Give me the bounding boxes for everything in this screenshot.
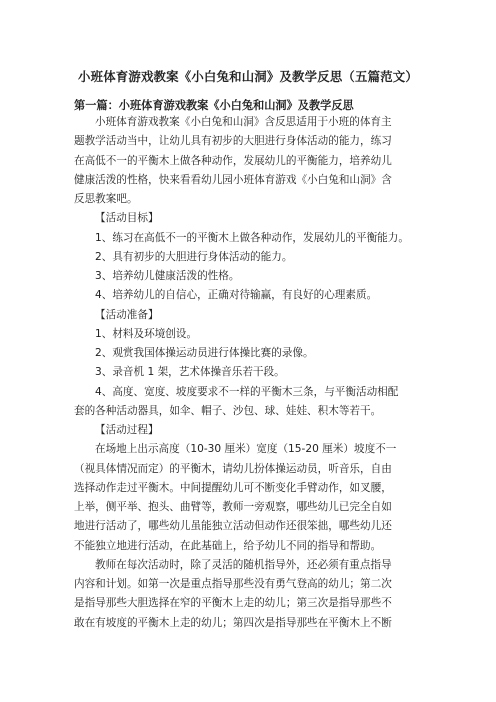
text-line: 在场地上出示高度（10-30 厘米）宽度（15-20 厘米）坡度不一 xyxy=(95,443,397,456)
text-line: 套的各种活动器具，如伞、帽子、沙包、球、娃娃、积木等若干。 xyxy=(74,404,382,417)
text-line: 4、培养幼儿的自信心，正确对待输赢，有良好的心理素质。 xyxy=(95,289,378,302)
text-line: 3、培养幼儿健康活泼的性格。 xyxy=(95,270,240,282)
text-line: 健康活泼的性格，快来看看幼儿园小班体育游戏《小白兔和山洞》含 xyxy=(74,173,392,186)
document-body xyxy=(74,113,434,633)
text-line: 【活动过程】 xyxy=(95,424,159,436)
text-line: 上举，侧平举、抱头、曲臂等，教师一旁观察，哪些幼儿已完全自如 xyxy=(74,501,392,513)
text-line: 选择动作走过平衡木。中间提醒幼儿可不断变化手臂动作，如叉腰， xyxy=(74,481,392,494)
document-title: 小班体育游戏教案《小白兔和山洞》及教学反思（五篇范文） xyxy=(78,69,418,84)
text-line: 【活动准备】 xyxy=(95,308,159,321)
text-line: 3、录音机 1 架，艺术体操音乐若干段。 xyxy=(95,366,285,379)
text-line: （视具体情况而定）的平衡木，请幼儿扮体操运动员，听音乐，自由 xyxy=(74,462,392,475)
text-line: 【活动目标】 xyxy=(95,212,159,225)
text-line: 是指导那些大胆选择在窄的平衡木上走的幼儿；第三次是指导那些不 xyxy=(74,597,392,610)
section-heading: 第一篇：小班体育游戏教案《小白兔和山洞》及教学反思 xyxy=(74,99,354,112)
text-line: 小班体育游戏教案《小白兔和山洞》含反思适用于小班的体育主 xyxy=(95,116,392,128)
text-line: 2、具有初步的大胆进行身体活动的能力。 xyxy=(95,250,293,263)
text-line: 内容和计划。如第一次是重点指导那些没有勇气登高的幼儿；第二次 xyxy=(74,578,392,590)
text-line: 2、观赏我国体操运动员进行体操比赛的录像。 xyxy=(95,347,314,359)
text-line: 反思教案吧。 xyxy=(74,193,138,205)
text-line: 题教学活动当中，让幼儿具有初步的大胆进行身体活动的能力，练习 xyxy=(74,135,392,148)
text-line: 敢在有坡度的平衡木上走的幼儿；第四次是指导那些在平衡木上不断 xyxy=(74,616,392,629)
text-line: 教师在每次活动时，除了灵活的随机指导外，还必须有重点指导 xyxy=(95,558,392,571)
text-line: 地进行活动了，哪些幼儿虽能独立活动但动作还很笨拙，哪些幼儿还 xyxy=(74,520,392,533)
text-line: 1、材料及环境创设。 xyxy=(95,327,198,340)
text-line: 1、练习在高低不一的平衡木上做各种动作，发展幼儿的平衡能力。 xyxy=(95,231,409,244)
text-line: 4、高度、宽度、坡度要求不一样的平衡木三条，与平衡活动相配 xyxy=(95,385,399,398)
text-line: 不能独立地进行活动，在此基础上，给予幼儿不同的指导和帮助。 xyxy=(74,539,382,552)
text-line: 在高低不一的平衡木上做各种动作，发展幼儿的平衡能力，培养幼儿 xyxy=(74,154,392,167)
